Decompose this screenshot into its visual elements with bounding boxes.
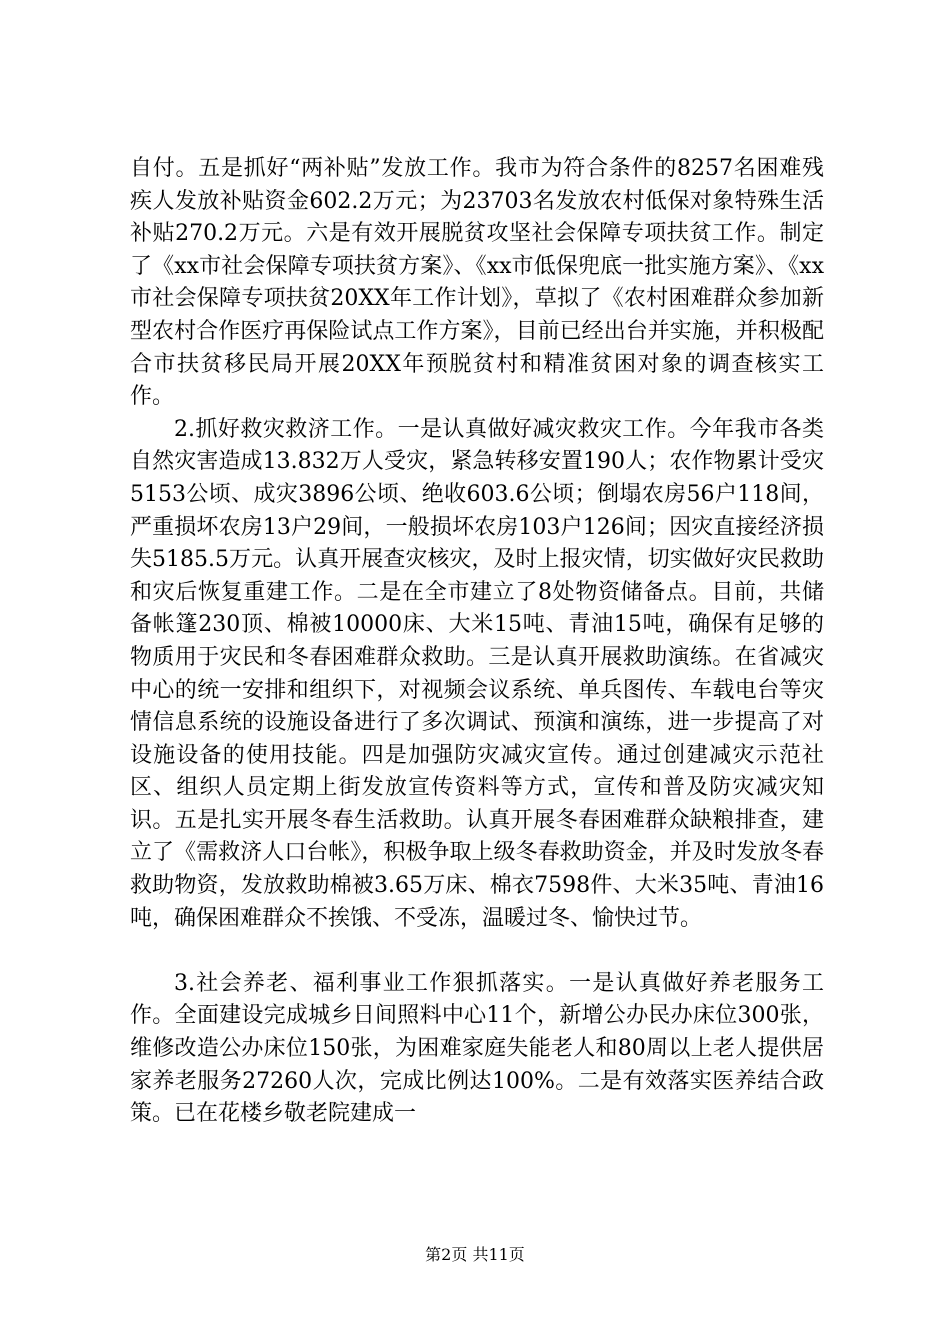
page-footer: 第2页 共11页	[425, 1245, 525, 1264]
paragraph-3: 3.社会养老、福利事业工作狠抓落实。一是认真做好养老服务工作。全面建设完成城乡日间照料中心11个，新增公办民办床位300张，维修改造公办床位150张，为困难家庭失能老人和80周以上老人提供居家养老服务27260人次，完成比例达100%。二是有效落实医养结合政策。已在花楼乡敬老院建成一	[130, 970, 824, 1127]
paragraph-1: 自付。五是抓好“两补贴”发放工作。我市为符合条件的8257名困难残疾人发放补贴资金602.2万元；为23703名发放农村低保对象特殊生活补贴270.2万元。六是有效开展脱贫攻坚社会保障专项扶贫工作。制定了《xx市社会保障专项扶贫方案》、《xx市低保兜底一批实施方案》、《xx市社会保障专项扶贫20XX年工作计划》，草拟了《农村困难群众参加新型农村合作医疗再保险试点工作方案》，目前已经出台并实施，并积极配合市扶贫移民局开展20XX年预脱贫村和精准贫困对象的调查核实工作。	[130, 156, 824, 410]
document-body	[130, 153, 824, 1131]
paragraph-2: 2.抓好救灾救济工作。一是认真做好减灾救灾工作。今年我市各类自然灾害造成13.832万人受灾，紧急转移安置190人；农作物累计受灾5153公顷、成灾3896公顷、绝收603.6公顷；倒塌农房56户118间，严重损坏农房13户29间，一般损坏农房103户126间；因灾直接经济损失5185.5万元。认真开展查灾核灾，及时上报灾情，切实做好灾民救助和灾后恢复重建工作。二是在全市建立了8处物资储备点。目前，共储备帐篷230顶、棉被10000床、大米15吨、青油15吨，确保有足够的物质用于灾民和冬春困难群众救助。三是认真开展救助演练。在省减灾中心的统一安排和组织下，对视频会议系统、单兵图传、车载电台等灾情信息系统的设施设备进行了多次调试、预演和演练，进一步提高了对设施设备的使用技能。四是加强防灾减灾宣传。通过创建减灾示范社区、组织人员定期上街发放宣传资料等方式，宣传和普及防灾减灾知识。五是扎实开展冬春生活救助。认真开展冬春困难群众缺粮排查，建立了《需救济人口台帐》，积极争取上级冬春救助资金，并及时发放冬春救助物资，发放救助棉被3.65万床、棉衣7598件、大米35吨、青油16吨，确保困难群众不挨饿、不受冻，温暖过冬、愉快过节。	[130, 416, 824, 931]
